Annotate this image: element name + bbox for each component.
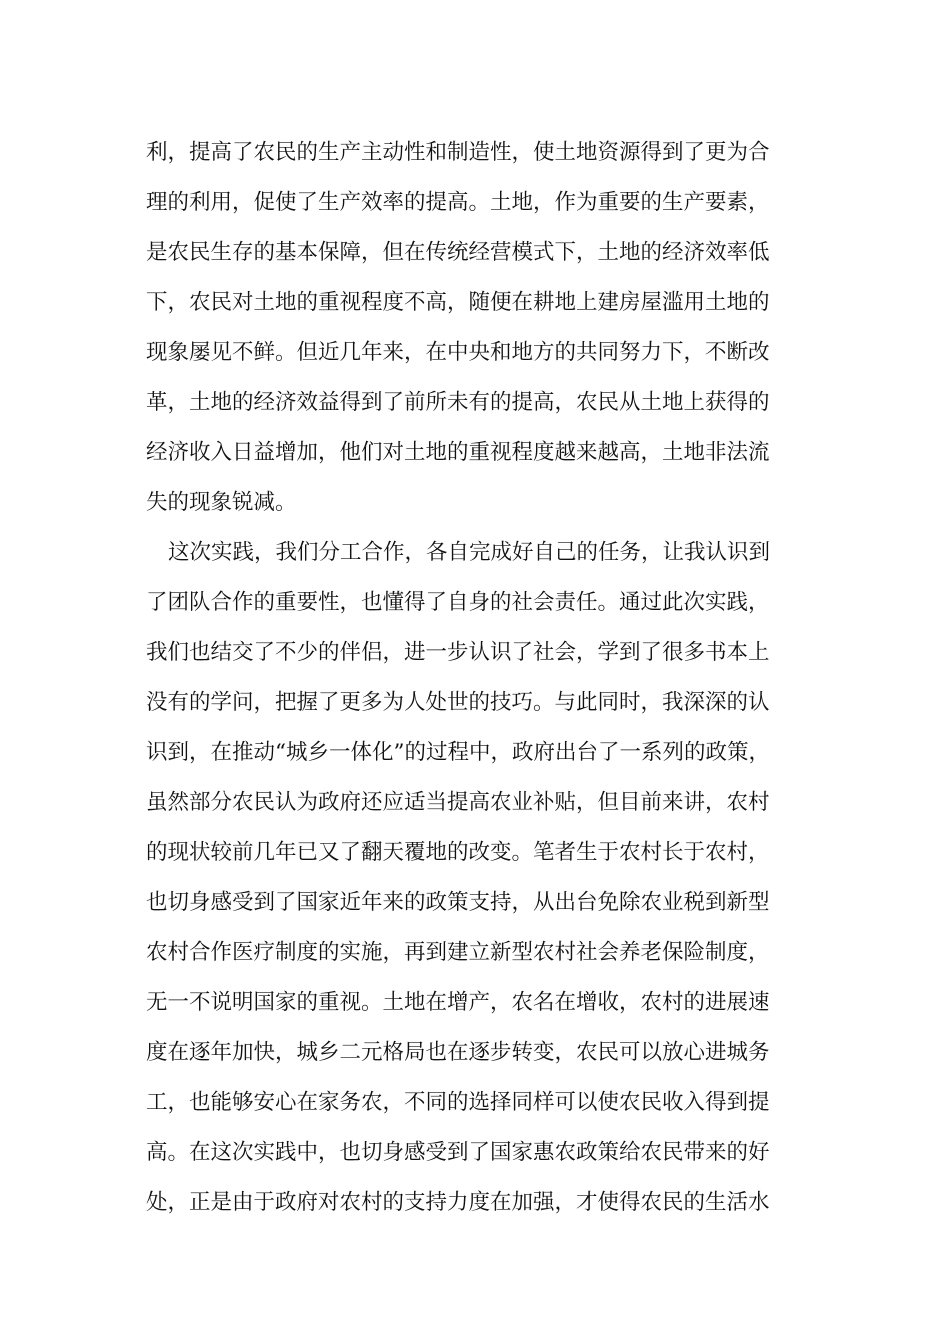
body-text bbox=[146, 128, 836, 1228]
paragraph-2 bbox=[146, 528, 836, 1228]
text-line: 是农民生存的基本保障，但在传统经营模式下，土地的经济效率低 bbox=[146, 240, 770, 265]
text-line: 了团队合作的重要性，也懂得了自身的社会责任。通过此次实践， bbox=[146, 590, 770, 615]
text-line: 经济收入日益增加，他们对土地的重视程度越来越高，土地非法流 bbox=[146, 440, 770, 465]
text-line: 失的现象锐减。 bbox=[146, 490, 297, 515]
text-line: 理的利用，促使了生产效率的提高。土地，作为重要的生产要素， bbox=[146, 190, 770, 215]
text-line: 的现状较前几年已又了翻天覆地的改变。笔者生于农村长于农村， bbox=[146, 840, 770, 865]
text-line: 识到，在推动“城乡一体化”的过程中，政府出台了一系列的政策， bbox=[146, 740, 770, 765]
text-line: 没有的学问，把握了更多为人处世的技巧。与此同时，我深深的认 bbox=[146, 690, 770, 715]
text-line: 工，也能够安心在家务农，不同的选择同样可以使农民收入得到提 bbox=[146, 1090, 770, 1115]
text-line: 虽然部分农民认为政府还应适当提高农业补贴，但目前来讲，农村 bbox=[146, 790, 770, 815]
text-line: 这次实践，我们分工合作，各自完成好自己的任务，让我认识到 bbox=[168, 540, 771, 565]
text-line: 度在逐年加快，城乡二元格局也在逐步转变，农民可以放心进城务 bbox=[146, 1040, 770, 1065]
text-line: 无一不说明国家的重视。土地在增产，农名在增收，农村的进展速 bbox=[146, 990, 770, 1015]
text-line: 现象屡见不鲜。但近几年来，在中央和地方的共同努力下，不断改 bbox=[146, 340, 770, 365]
text-line: 利，提高了农民的生产主动性和制造性，使土地资源得到了更为合 bbox=[146, 140, 770, 165]
text-line: 农村合作医疗制度的实施，再到建立新型农村社会养老保险制度， bbox=[146, 940, 770, 965]
text-line: 革，土地的经济效益得到了前所未有的提高，农民从土地上获得的 bbox=[146, 390, 770, 415]
paragraph-1 bbox=[146, 128, 836, 528]
text-line: 也切身感受到了国家近年来的政策支持，从出台免除农业税到新型 bbox=[146, 890, 770, 915]
text-line: 高。在这次实践中，也切身感受到了国家惠农政策给农民带来的好 bbox=[146, 1140, 770, 1165]
text-line: 处，正是由于政府对农村的支持力度在加强，才使得农民的生活水 bbox=[146, 1190, 770, 1215]
text-line: 下，农民对土地的重视程度不高，随便在耕地上建房屋滥用土地的 bbox=[146, 290, 770, 315]
text-line: 我们也结交了不少的伴侣，进一步认识了社会，学到了很多书本上 bbox=[146, 640, 770, 665]
